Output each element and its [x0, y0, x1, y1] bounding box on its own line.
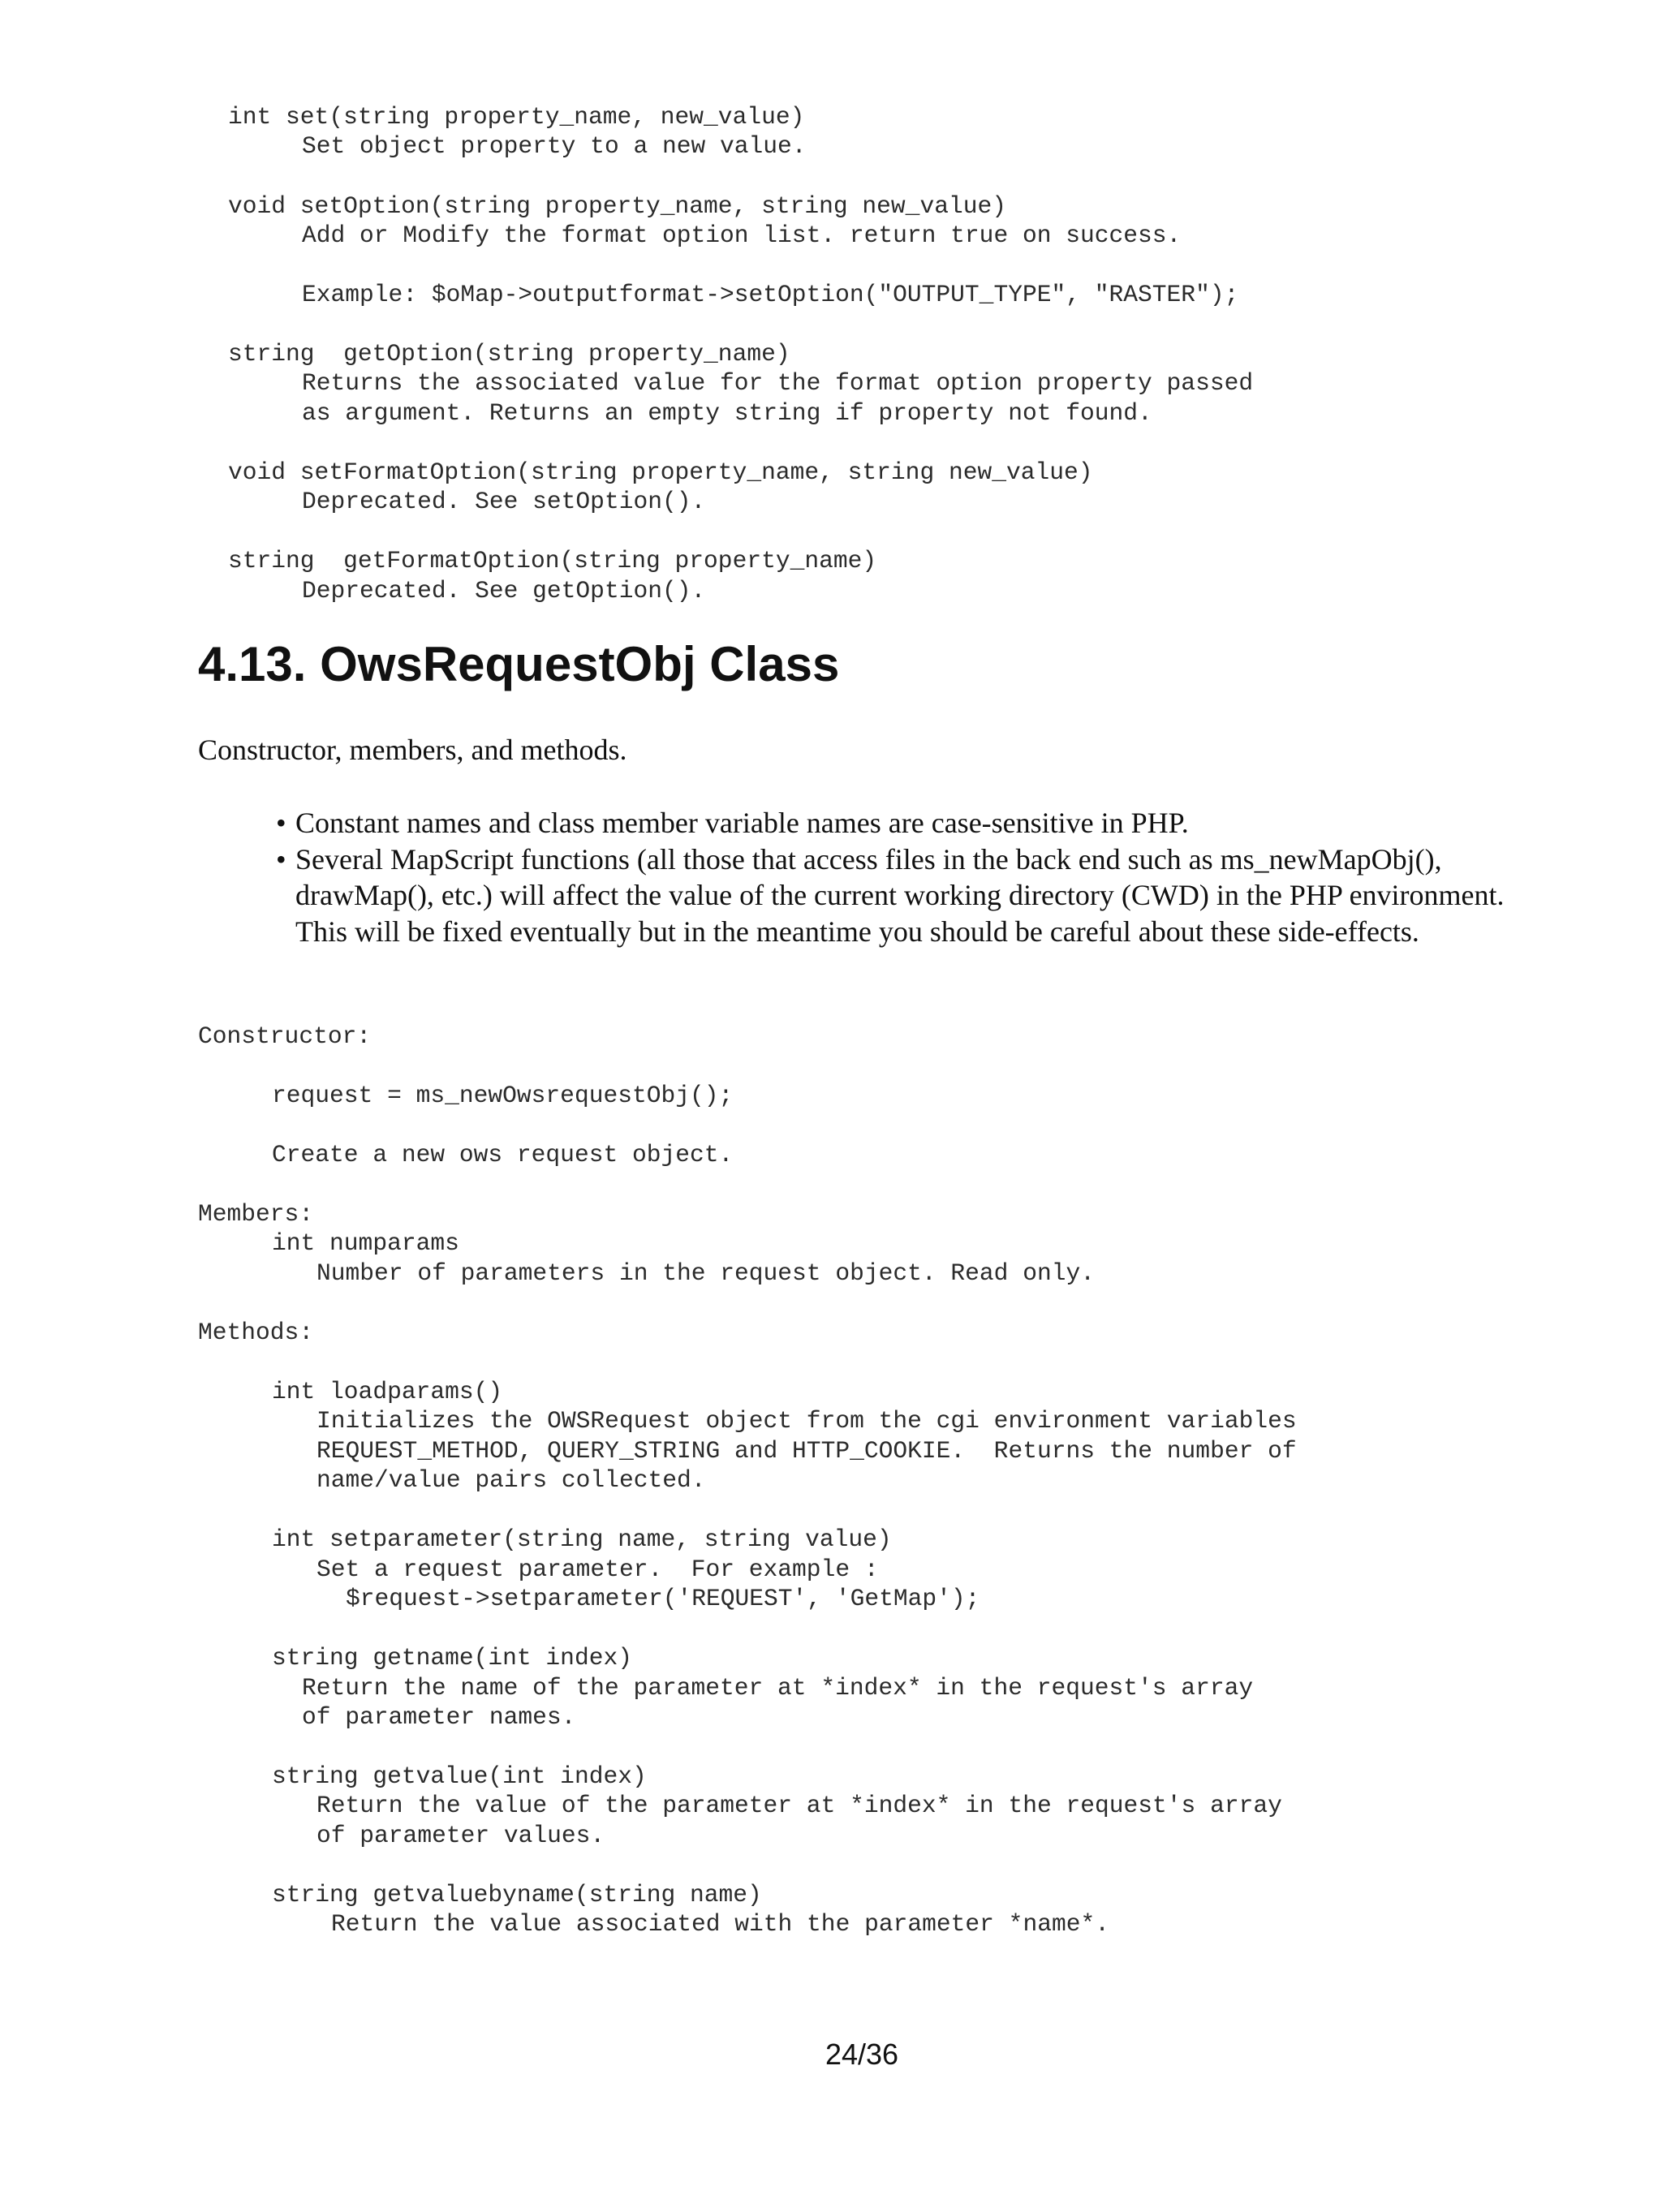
method-description: Set object property to a new value.	[302, 132, 807, 160]
method-description: Return the name of the parameter at *index* in the request's array	[302, 1674, 1254, 1702]
list-item-text: Several MapScript functions (all those that access files in the back end such as ms_newMapObj(), drawMap(), etc.) will affect the value of the current working directory (CWD) in the PHP environment. This will be fixed eventually but in the meantime you should be careful about these side-effects.	[295, 842, 1505, 948]
method-description: Deprecated. See getOption().	[302, 577, 706, 605]
method-signature: int loadparams()	[272, 1378, 503, 1405]
code-example: Example: $oMap->outputformat->setOption("OUTPUT_TYPE", "RASTER");	[302, 281, 1239, 308]
member-signature: int numparams	[272, 1229, 459, 1257]
list-item	[276, 805, 1509, 841]
method-signature: int set(string property_name, new_value)	[228, 103, 805, 131]
method-signature: string getvalue(int index)	[272, 1762, 647, 1790]
method-signature: void setFormatOption(string property_name, string new_value)	[228, 458, 1093, 486]
method-signature: int setparameter(string name, string value)	[272, 1526, 892, 1553]
constructor-description: Create a new ows request object.	[272, 1141, 734, 1168]
method-description: of parameter names.	[302, 1703, 576, 1731]
method-signature: string getname(int index)	[272, 1644, 632, 1672]
methods-label: Methods:	[198, 1319, 314, 1346]
bullet-icon: •	[276, 842, 286, 876]
method-description: Set a request parameter. For example :	[316, 1556, 879, 1583]
method-description: Initializes the OWSRequest object from the cgi environment variables	[316, 1407, 1297, 1435]
method-description: Deprecated. See setOption().	[302, 488, 706, 515]
list-item	[276, 841, 1509, 950]
method-description: Returns the associated value for the format option property passed	[302, 369, 1254, 397]
list-item-text: Constant names and class member variable names are case-sensitive in PHP.	[295, 807, 1189, 839]
method-description: name/value pairs collected.	[316, 1466, 706, 1494]
method-description: Return the value associated with the parameter *name*.	[331, 1910, 1109, 1938]
method-signature: string getFormatOption(string property_name)	[228, 547, 877, 575]
page-number: 24/36	[825, 2038, 899, 2071]
constructor-label: Constructor:	[198, 1022, 372, 1050]
method-description: as argument. Returns an empty string if property not found.	[302, 399, 1152, 427]
member-description: Number of parameters in the request object. Read only.	[316, 1259, 1095, 1287]
method-signature: string getOption(string property_name)	[228, 340, 790, 368]
method-signature: string getvaluebyname(string name)	[272, 1881, 762, 1909]
members-label: Members:	[198, 1200, 314, 1228]
method-description: REQUEST_METHOD, QUERY_STRING and HTTP_COOKIE. Returns the number of	[316, 1437, 1297, 1465]
constructor-code: request = ms_newOwsrequestObj();	[272, 1082, 734, 1109]
method-description: Add or Modify the format option list. return true on success.	[302, 222, 1182, 249]
method-signature: void setOption(string property_name, string new_value)	[228, 192, 1006, 220]
bullet-icon: •	[276, 807, 286, 839]
section-intro: Constructor, members, and methods.	[198, 734, 627, 766]
notes-list	[276, 805, 1509, 949]
section-heading: 4.13. OwsRequestObj Class	[198, 637, 840, 691]
method-description: of parameter values.	[316, 1822, 605, 1849]
method-description: Return the value of the parameter at *index* in the request's array	[316, 1792, 1282, 1819]
code-example: $request->setparameter('REQUEST', 'GetMap');	[346, 1585, 980, 1612]
